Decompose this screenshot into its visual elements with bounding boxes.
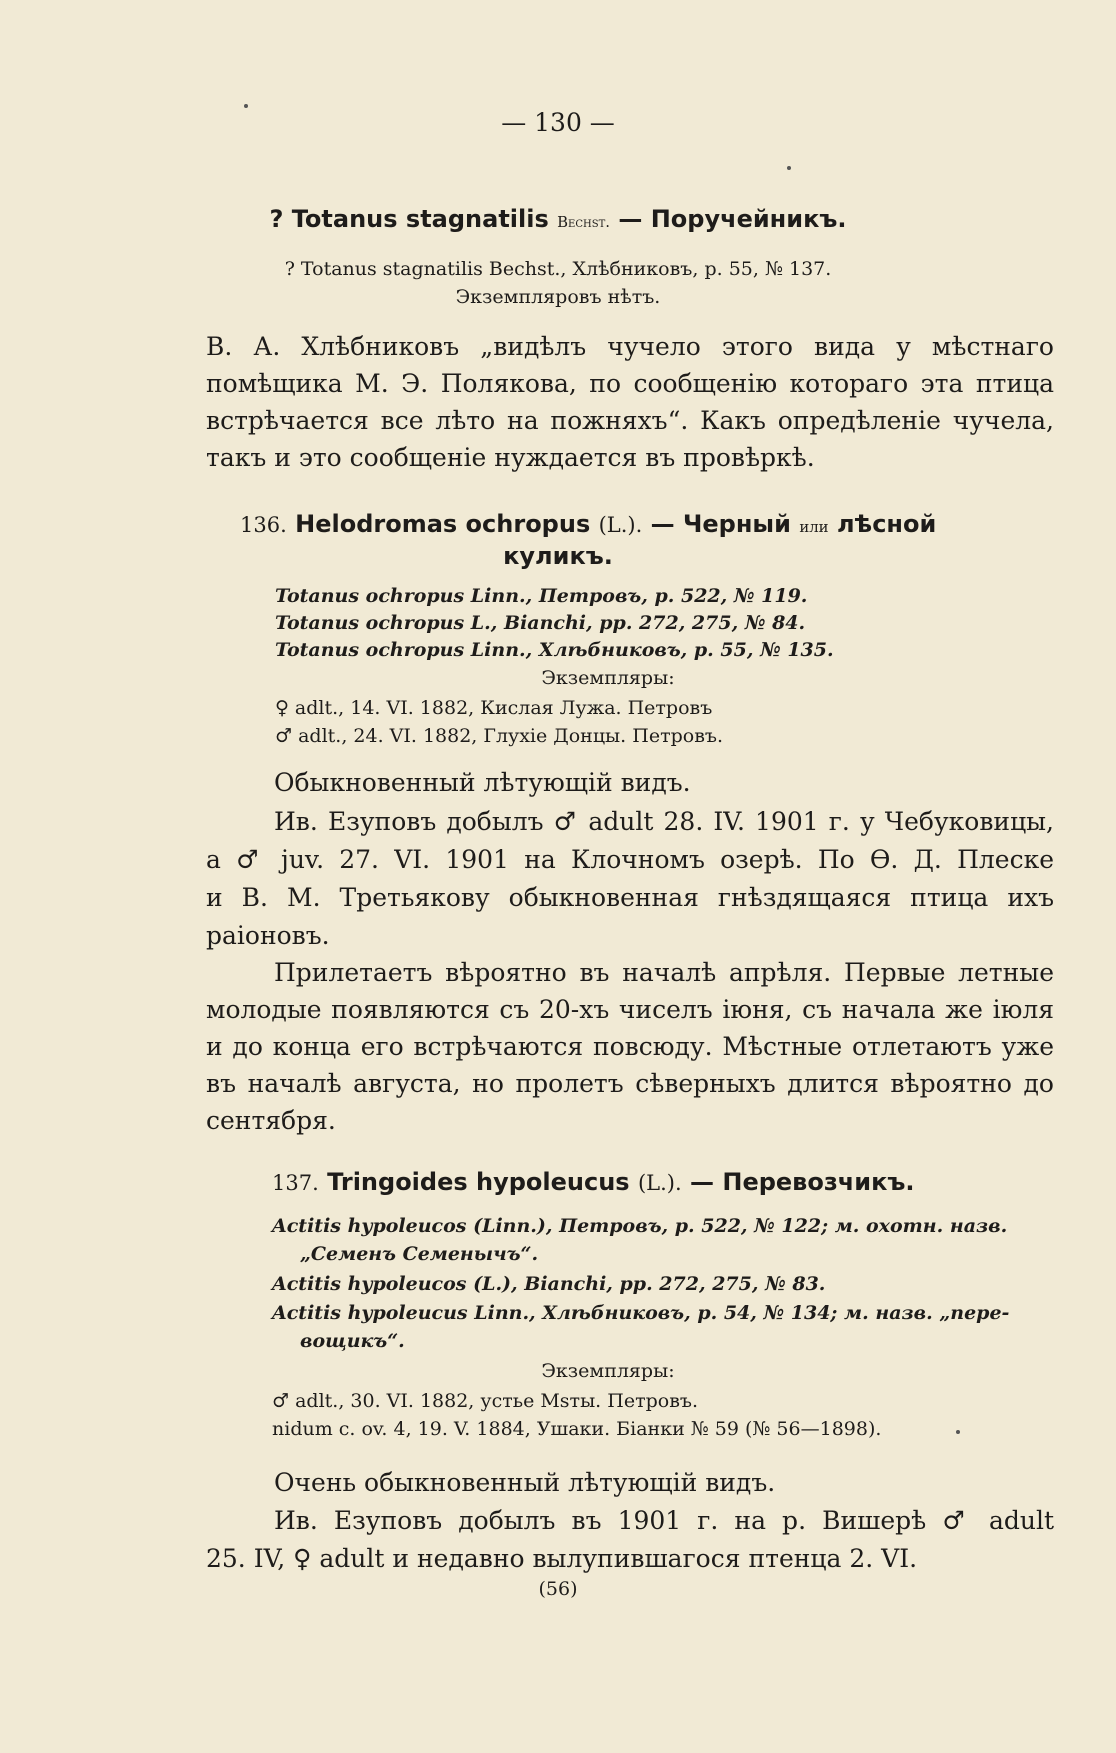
species-number: 137. (272, 1171, 319, 1195)
heading-latin-name: Totanus stagnatilis (291, 205, 549, 233)
heading-russian-name: — Черный (650, 510, 791, 538)
synonym-line: Actitis hypoleucos (L.), Bianchi, pp. 272, 275, № 83. (272, 1273, 826, 1295)
heading-author: Bechst. (557, 213, 610, 231)
heading-russian-name-alt: лѣсной (836, 510, 937, 538)
paragraph-line: и до конца его встрѣчаются повсюду. Мѣстные отлетаютъ уже (206, 1032, 1054, 1061)
paragraph-line: помѣщика М. Э. Полякова, по сообщенію котораго эта птица (206, 369, 1054, 398)
species-number: 136. (240, 513, 287, 537)
heading-author: (L.). (598, 513, 643, 537)
paragraph-line: встрѣчается все лѣто на пожняхъ“. Какъ опредѣленіе чучела, (206, 406, 1054, 435)
heading-author: (L.). (637, 1171, 682, 1195)
paragraph-line: В. А. Хлѣбниковъ „видѣлъ чучело этого вида у мѣстнаго (206, 332, 1054, 361)
species-heading-tringoides-hypoleucus (272, 1168, 915, 1196)
heading-russian-name: — Перевозчикъ. (690, 1168, 915, 1196)
specimens-note: Экземпляровъ нѣтъ. (455, 286, 661, 308)
specimen-entry: ♂ adlt., 24. VI. 1882, Глухіе Донцы. Петровъ. (275, 725, 724, 747)
specimens-label: Экземпляры: (541, 667, 675, 689)
heading-latin-name: Helodromas ochropus (295, 510, 591, 538)
synonym-line-continuation: „Семенъ Семенычъ“. (300, 1243, 539, 1265)
paper-speck (787, 166, 791, 170)
paragraph-line: Ив. Езуповъ добылъ ♂ adult 28. IV. 1901 г. у Чебуковицы, (274, 807, 1054, 836)
paragraph-line: и В. М. Третьякову обыкновенная гнѣздящаяся птица ихъ (206, 883, 1054, 912)
synonym-line: Actitis hypoleucos (Linn.), Петровъ, p. 522, № 122; м. охотн. назв. (272, 1215, 1008, 1237)
heading-russian-name: — Поручейникъ. (618, 205, 847, 233)
paragraph-line: Очень обыкновенный лѣтующій видъ. (274, 1468, 776, 1497)
paragraph-line: такъ и это сообщеніе нуждается въ провѣркѣ. (206, 443, 815, 472)
synonym-line: Totanus ochropus Linn., Петровъ, p. 522, № 119. (275, 585, 808, 607)
paragraph-line: а ♂ juv. 27. VI. 1901 на Клочномъ озерѣ. По Ѳ. Д. Плеске (206, 845, 1054, 874)
synonym-line: Actitis hypoleucus Linn., Хлѣбниковъ, p. 54, № 134; м. назв. „пере- (272, 1302, 1010, 1324)
specimen-entry: ♂ adlt., 30. VI. 1882, устье Msты. Петровъ. (272, 1390, 699, 1412)
paragraph-line: Обыкновенный лѣтующій видъ. (274, 768, 691, 797)
synonym-line: Totanus ochropus Linn., Хлѣбниковъ, p. 55, № 135. (275, 639, 834, 661)
page-number-header: — 130 — (501, 108, 615, 137)
synonym-line: ? Totanus stagnatilis Bechst., Хлѣбниковъ, p. 55, № 137. (284, 258, 832, 280)
synonym-line-continuation: вощикъ“. (300, 1330, 405, 1352)
paper-speck (956, 1430, 960, 1434)
paragraph-line: въ началѣ августа, но пролетъ сѣверныхъ длится вѣроятно до (206, 1069, 1054, 1098)
paper-speck (244, 104, 248, 108)
synonym-line: Totanus ochropus L., Bianchi, pp. 272, 275, № 84. (275, 612, 806, 634)
heading-query-mark: ? (269, 205, 284, 233)
paragraph-line: раіоновъ. (206, 921, 330, 950)
species-heading-helodromas-ochropus (240, 510, 936, 538)
heading-continuation: куликъ. (503, 542, 613, 570)
signature-mark: (56) (538, 1578, 578, 1600)
heading-latin-name: Tringoides hypoleucus (327, 1168, 630, 1196)
species-heading-totanus-stagnatilis (0, 205, 1116, 233)
heading-conjunction: или (799, 518, 829, 536)
specimens-label: Экземпляры: (541, 1360, 675, 1382)
paragraph-line: Ив. Езуповъ добылъ въ 1901 г. на р. Вишерѣ ♂ adult (274, 1506, 1054, 1535)
specimen-entry: nidum c. ov. 4, 19. V. 1884, Ушаки. Бiанки № 59 (№ 56—1898). (272, 1418, 882, 1440)
paragraph-line: сентября. (206, 1106, 336, 1135)
paragraph-line: Прилетаетъ вѣроятно въ началѣ апрѣля. Первые летные (274, 958, 1054, 987)
paragraph-line: 25. IV, ♀ adult и недавно вылупившагося птенца 2. VI. (206, 1544, 918, 1573)
specimen-entry: ♀ adlt., 14. VI. 1882, Кислая Лужа. Петровъ (275, 697, 713, 719)
paragraph-line: молодые появляются съ 20-хъ чиселъ іюня, съ начала же іюля (206, 995, 1054, 1024)
